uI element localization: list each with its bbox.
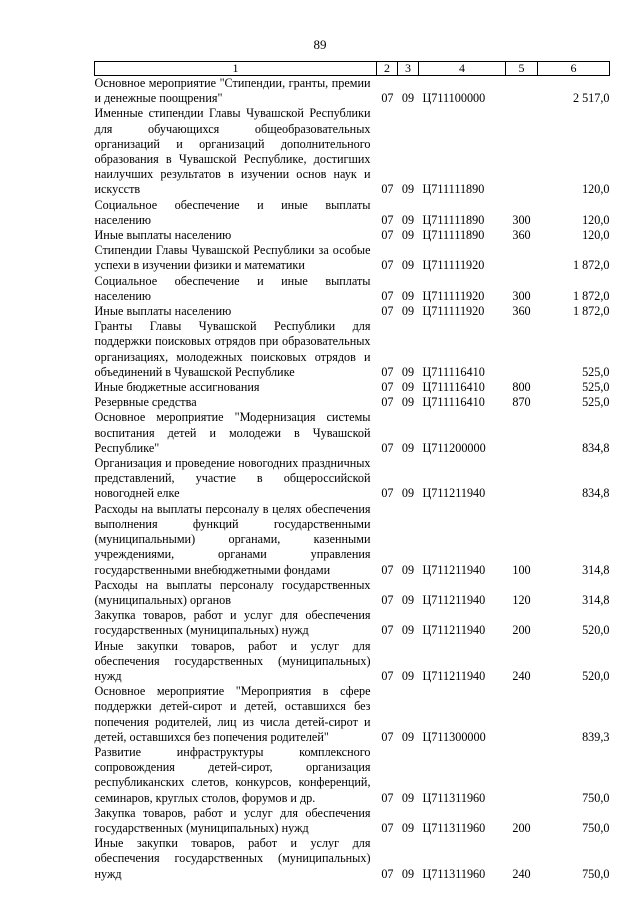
row-amount: 120,0 — [582, 228, 610, 243]
row-expense-type — [506, 410, 538, 456]
row-expense-type: 300 — [512, 212, 531, 227]
table-row — [95, 228, 610, 243]
table-row — [95, 76, 610, 107]
row-expense-type: 240 — [512, 866, 531, 881]
row-section: 07 — [381, 592, 394, 607]
table-row — [95, 395, 610, 410]
row-name: Основное мероприятие "Мероприятия в сфере поддержки детей-сирот и детей, оставшихся без попечения родителей, лиц из числа детей-сирот и детей, оставшихся без попечения родителей" — [94, 684, 371, 744]
table-row — [95, 836, 610, 882]
row-amount: 1 872,0 — [572, 288, 610, 303]
row-target-article: Ц711100000 — [422, 91, 486, 106]
row-section: 07 — [381, 364, 394, 379]
row-expense-type: 360 — [512, 304, 531, 319]
row-name: Основное мероприятие "Стипендии, гранты, премии и денежные поощрения" — [94, 76, 371, 106]
row-expense-type: 360 — [512, 228, 531, 243]
row-name: Иные выплаты населению — [94, 228, 232, 243]
row-expense-type: 870 — [512, 395, 531, 410]
row-name: Закупка товаров, работ и услуг для обеспечения государственных (муниципальных) нужд — [94, 608, 371, 638]
table-row — [95, 243, 610, 273]
row-amount: 1 872,0 — [572, 258, 610, 273]
row-section: 07 — [381, 440, 394, 455]
row-expense-type — [506, 76, 538, 107]
row-target-article: Ц711300000 — [422, 729, 486, 744]
row-subsection: 09 — [401, 91, 415, 106]
row-name: Основное мероприятие "Модернизация системы воспитания детей и молодежи в Чувашской Республике" — [94, 410, 371, 455]
row-name: Иные бюджетные ассигнования — [94, 380, 260, 395]
row-amount: 120,0 — [582, 182, 610, 197]
table-header — [95, 62, 610, 76]
row-name: Гранты Главы Чувашской Республики для поддержки поисковых отрядов при образовательных организациях, молодежных поисковых отрядов и объединений в Чувашской Республике — [94, 319, 371, 379]
row-amount: 834,8 — [582, 440, 610, 455]
row-name: Иные закупки товаров, работ и услуг для обеспечения государственных (муниципальных) нужд — [94, 836, 371, 881]
row-expense-type: 120 — [512, 592, 531, 607]
table-row — [95, 639, 610, 685]
table-row — [95, 578, 610, 608]
table-row — [95, 806, 610, 836]
row-expense-type: 200 — [512, 623, 531, 638]
row-name: Расходы на выплаты персоналу в целях обеспечения выполнения функций государственными (муниципальными) органами, казенными учреждениями, органами управления государственными внебюджетными фондами — [94, 501, 371, 577]
row-subsection: 09 — [401, 258, 415, 273]
row-target-article: Ц711200000 — [422, 440, 486, 455]
row-target-article: Ц711311960 — [422, 866, 486, 881]
row-amount: 750,0 — [582, 820, 610, 835]
row-subsection: 09 — [401, 364, 415, 379]
row-section: 07 — [381, 288, 394, 303]
row-subsection: 09 — [401, 440, 415, 455]
table-row — [95, 380, 610, 395]
row-name: Социальное обеспечение и иные выплаты населению — [94, 273, 371, 303]
row-section: 07 — [381, 304, 394, 319]
row-section: 07 — [381, 866, 394, 881]
row-target-article: Ц711111920 — [422, 304, 485, 319]
header-col-5: 5 — [506, 62, 538, 76]
row-section: 07 — [381, 228, 394, 243]
table-row — [95, 274, 610, 304]
row-section: 07 — [381, 212, 394, 227]
row-section: 07 — [381, 623, 394, 638]
row-target-article: Ц711111890 — [422, 228, 485, 243]
row-section: 07 — [381, 395, 394, 410]
row-subsection: 09 — [401, 304, 415, 319]
row-expense-type — [506, 684, 538, 745]
table-row — [95, 319, 610, 380]
table-row — [95, 502, 610, 578]
row-target-article: Ц711116410 — [422, 364, 485, 379]
header-col-3: 3 — [398, 62, 419, 76]
row-subsection: 09 — [401, 486, 415, 501]
row-subsection: 09 — [401, 395, 415, 410]
row-expense-type — [506, 243, 538, 273]
row-target-article: Ц711211940 — [422, 592, 486, 607]
row-subsection: 09 — [401, 380, 415, 395]
row-target-article: Ц711211940 — [422, 623, 486, 638]
row-expense-type: 200 — [512, 820, 531, 835]
header-col-1: 1 — [95, 62, 377, 76]
row-section: 07 — [381, 182, 394, 197]
row-amount: 520,0 — [582, 668, 610, 683]
row-amount: 750,0 — [582, 866, 610, 881]
row-expense-type: 240 — [512, 668, 531, 683]
row-amount: 314,8 — [582, 562, 610, 577]
row-target-article: Ц711111920 — [422, 258, 485, 273]
budget-table — [94, 61, 610, 882]
row-target-article: Ц711311960 — [422, 790, 486, 805]
row-amount: 839,3 — [582, 729, 610, 744]
row-target-article: Ц711116410 — [422, 380, 485, 395]
table-row — [95, 410, 610, 456]
row-name: Иные выплаты населению — [94, 304, 232, 319]
row-target-article: Ц711111890 — [422, 182, 485, 197]
row-section: 07 — [381, 729, 394, 744]
row-subsection: 09 — [401, 668, 415, 683]
row-name: Закупка товаров, работ и услуг для обеспечения государственных (муниципальных) нужд — [94, 805, 371, 835]
row-section: 07 — [381, 486, 394, 501]
row-name: Стипендии Главы Чувашской Республики за особые успехи в изучении физики и математики — [94, 243, 371, 273]
row-name: Социальное обеспечение и иные выплаты населению — [94, 197, 371, 227]
header-col-4: 4 — [419, 62, 506, 76]
row-expense-type: 300 — [512, 288, 531, 303]
row-amount: 314,8 — [582, 592, 610, 607]
row-amount: 520,0 — [582, 623, 610, 638]
table-row — [95, 304, 610, 319]
row-subsection: 09 — [401, 866, 415, 881]
table-row — [95, 684, 610, 745]
table-row — [95, 608, 610, 638]
row-subsection: 09 — [401, 790, 415, 805]
row-amount: 525,0 — [582, 364, 610, 379]
row-amount: 2 517,0 — [572, 91, 610, 106]
page-number: 89 — [313, 37, 327, 52]
header-col-2: 2 — [377, 62, 398, 76]
header-col-6: 6 — [538, 62, 610, 76]
row-amount: 1 872,0 — [572, 304, 610, 319]
table-body — [95, 76, 610, 882]
row-name: Организация и проведение новогодних праздничных представлений, участие в общероссийской новогодней елке — [94, 456, 371, 501]
row-name: Именные стипендии Главы Чувашской Республики для обучающихся общеобразовательных организаций и организаций дополнительного образования в Чувашской Республике, достигших наилучших результатов в изучении основ наук и искусств — [94, 106, 371, 197]
row-expense-type: 800 — [512, 380, 531, 395]
row-subsection: 09 — [401, 729, 415, 744]
row-subsection: 09 — [401, 562, 415, 577]
table-row — [95, 456, 610, 502]
row-expense-type — [506, 745, 538, 806]
row-subsection: 09 — [401, 820, 415, 835]
row-name: Расходы на выплаты персоналу государственных (муниципальных) органов — [94, 577, 371, 607]
row-amount: 525,0 — [582, 395, 610, 410]
row-section: 07 — [381, 668, 394, 683]
row-amount: 120,0 — [582, 212, 610, 227]
row-target-article: Ц711311960 — [422, 820, 486, 835]
row-target-article: Ц711111920 — [422, 288, 485, 303]
row-target-article: Ц711116410 — [422, 395, 485, 410]
row-section: 07 — [381, 258, 394, 273]
row-section: 07 — [381, 820, 394, 835]
row-subsection: 09 — [401, 623, 415, 638]
table-row — [95, 745, 610, 806]
row-target-article: Ц711211940 — [422, 486, 486, 501]
row-subsection: 09 — [401, 182, 415, 197]
row-section: 07 — [381, 380, 394, 395]
row-amount: 834,8 — [582, 486, 610, 501]
table-row — [95, 198, 610, 228]
row-subsection: 09 — [401, 592, 415, 607]
row-expense-type — [506, 106, 538, 197]
row-expense-type — [506, 319, 538, 380]
row-target-article: Ц711111890 — [422, 212, 485, 227]
row-section: 07 — [381, 91, 394, 106]
row-name: Резервные средства — [94, 395, 197, 410]
row-amount: 750,0 — [582, 790, 610, 805]
row-expense-type: 100 — [512, 562, 531, 577]
row-name: Иные закупки товаров, работ и услуг для обеспечения государственных (муниципальных) нужд — [94, 638, 371, 683]
row-subsection: 09 — [401, 228, 415, 243]
row-target-article: Ц711211940 — [422, 562, 486, 577]
row-expense-type — [506, 456, 538, 502]
row-section: 07 — [381, 562, 394, 577]
row-target-article: Ц711211940 — [422, 668, 486, 683]
row-amount: 525,0 — [582, 380, 610, 395]
row-subsection: 09 — [401, 288, 415, 303]
row-section: 07 — [381, 790, 394, 805]
row-subsection: 09 — [401, 212, 415, 227]
row-name: Развитие инфраструктуры комплексного сопровождения детей-сирот, организация республиканских слетов, конкурсов, конференций, семинаров, круглых столов, форумов и др. — [94, 744, 371, 805]
table-row — [95, 106, 610, 197]
